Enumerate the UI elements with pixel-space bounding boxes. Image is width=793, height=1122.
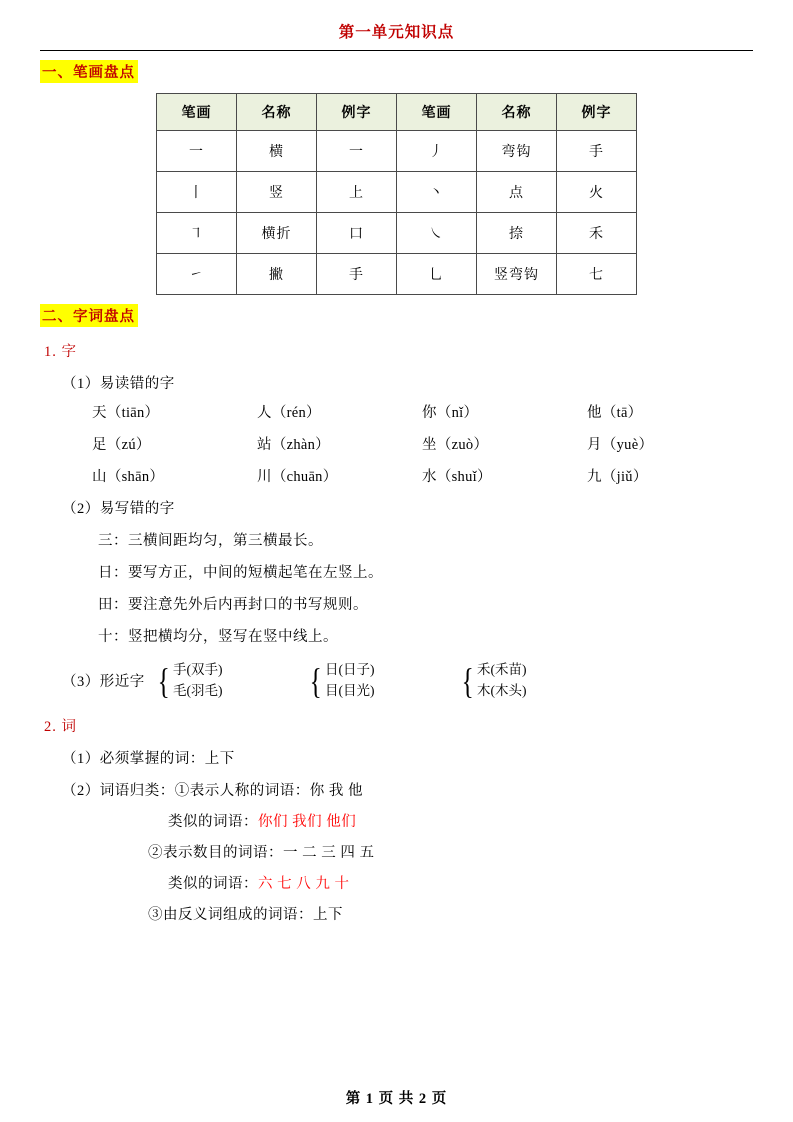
section-heading-strokes: 一、笔画盘点: [40, 60, 138, 83]
table-cell: 弯钩: [477, 131, 557, 172]
table-cell: 竖弯钩: [477, 254, 557, 295]
table-cell: 禾: [557, 213, 637, 254]
pinyin: （tiān）: [106, 405, 160, 421]
column-header: 笔画: [397, 94, 477, 131]
character: 川: [257, 469, 272, 485]
table-cell: 火: [557, 172, 637, 213]
table-cell: 口: [317, 213, 397, 254]
brace-icon: {: [461, 660, 474, 701]
stroke-table-head: [157, 94, 637, 131]
subsection-characters: 1. 字: [44, 344, 77, 360]
pinyin: （chuān）: [271, 469, 338, 485]
must-master-words: （1）必须掌握的词：上下: [62, 750, 235, 767]
pinyin: （rén）: [271, 405, 321, 421]
list-item: 日：要写方正，中间的短横起笔在左竖上。: [98, 565, 383, 581]
pair-bottom: 目(目光): [325, 682, 375, 698]
pinyin-entry: [422, 465, 587, 486]
character: 月: [587, 437, 602, 453]
pinyin: （nǐ）: [436, 405, 479, 421]
pinyin-row: [92, 433, 752, 454]
table-cell: 一: [157, 131, 237, 172]
pair-top: 手(双手): [173, 662, 223, 677]
table-cell: 七: [557, 254, 637, 295]
character-pair: [325, 660, 375, 702]
pinyin: （yuè）: [601, 437, 654, 453]
page-footer: 第 1 页 共 2 页: [345, 1091, 448, 1107]
similar-words-value: 你们 我们 他们: [258, 813, 357, 830]
antonym-words: ③由反义词组成的词语：上下: [148, 906, 343, 923]
stroke-table-body: [157, 131, 637, 295]
character: 山: [92, 469, 107, 485]
writing-tips-list: [40, 529, 753, 646]
pinyin-entry: [92, 465, 257, 486]
character: 水: [422, 469, 437, 485]
item-misread-characters-label: （1）易读错的字: [62, 376, 175, 392]
column-header: 名称: [477, 94, 557, 131]
table-cell: 丨: [157, 172, 237, 213]
item-miswritten-characters-label: （2）易写错的字: [62, 501, 175, 517]
pinyin-entry: [92, 433, 257, 454]
stroke-table: [156, 93, 637, 295]
table-cell: ㇕: [157, 213, 237, 254]
character: 坐: [422, 437, 437, 453]
pinyin: （shuǐ）: [436, 469, 492, 485]
similar-characters-group: [307, 660, 459, 702]
pinyin-row: [92, 401, 752, 422]
list-item: 十：竖把横均分，竖写在竖中线上。: [98, 629, 338, 645]
pair-bottom: 毛(羽毛): [173, 682, 223, 698]
table-row: [157, 213, 637, 254]
pinyin-entry: [587, 433, 752, 454]
number-words: ②表示数目的词语：一 二 三 四 五: [148, 844, 375, 861]
table-cell: 丶: [397, 172, 477, 213]
similar-characters-group: [459, 660, 611, 702]
table-cell: 捺: [477, 213, 557, 254]
word-classification: （2）词语归类：①表示人称的词语：你 我 他: [62, 782, 363, 799]
pinyin: （zú）: [106, 437, 151, 453]
pinyin: （tā）: [601, 405, 643, 421]
character: 人: [257, 405, 272, 421]
similar-words-numbers: [168, 872, 753, 893]
pinyin-entry: [587, 401, 752, 422]
table-cell: 手: [317, 254, 397, 295]
pinyin-entry: [257, 401, 422, 422]
pinyin-entry: [257, 433, 422, 454]
character: 站: [257, 437, 272, 453]
pinyin-row: [92, 465, 752, 486]
column-header: 例字: [317, 94, 397, 131]
list-item: 三：三横间距均匀，第三横最长。: [98, 533, 323, 549]
list-item: 田：要注意先外后内再封口的书写规则。: [98, 597, 368, 613]
table-cell: 竖: [237, 172, 317, 213]
character: 天: [92, 405, 107, 421]
pair-top: 日(日子): [325, 662, 375, 677]
title-divider: [40, 50, 753, 51]
character-pair: [477, 660, 527, 702]
table-cell: 乚: [397, 254, 477, 295]
pinyin-grid: [92, 401, 752, 486]
similar-characters-group: [155, 660, 307, 702]
pinyin: （shān）: [106, 469, 165, 485]
page-title: 第一单元知识点: [338, 24, 455, 41]
table-cell: 手: [557, 131, 637, 172]
column-header: 名称: [237, 94, 317, 131]
table-cell: ㇏: [397, 213, 477, 254]
table-cell: 横折: [237, 213, 317, 254]
similar-characters-block: [62, 660, 753, 702]
similar-words-label: 类似的词语：: [168, 813, 258, 830]
table-header-row: [157, 94, 637, 131]
pinyin: （jiǔ）: [601, 469, 648, 485]
table-row: [157, 172, 637, 213]
section-heading-words: 二、字词盘点: [40, 304, 138, 327]
similar-words-label: 类似的词语：: [168, 875, 258, 892]
table-cell: 丿: [397, 131, 477, 172]
pinyin-entry: [257, 465, 422, 486]
character: 他: [587, 405, 602, 421]
character: 你: [422, 405, 437, 421]
table-row: [157, 254, 637, 295]
character: 九: [587, 469, 602, 485]
brace-icon: {: [157, 660, 170, 701]
pinyin-entry: [422, 401, 587, 422]
item-similar-characters-label: （3）形近字: [62, 674, 145, 691]
pinyin: （zhàn）: [271, 437, 330, 453]
pinyin-entry: [587, 465, 752, 486]
pinyin: （zuò）: [436, 437, 489, 453]
character-pair: [173, 660, 223, 702]
pair-bottom: 木(木头): [477, 682, 527, 698]
table-cell: 横: [237, 131, 317, 172]
table-cell: 撇: [237, 254, 317, 295]
column-header: 笔画: [157, 94, 237, 131]
brace-icon: {: [309, 660, 322, 701]
table-cell: 一: [317, 131, 397, 172]
table-cell: ㇀: [157, 254, 237, 295]
pinyin-entry: [92, 401, 257, 422]
character: 足: [92, 437, 107, 453]
table-cell: 上: [317, 172, 397, 213]
table-row: [157, 131, 637, 172]
similar-words-value: 六 七 八 九 十: [258, 875, 350, 892]
stroke-table-wrapper: [40, 93, 753, 295]
table-cell: 点: [477, 172, 557, 213]
pinyin-entry: [422, 433, 587, 454]
column-header: 例字: [557, 94, 637, 131]
pair-top: 禾(禾苗): [477, 662, 527, 677]
similar-characters-groups: [155, 660, 753, 702]
similar-words-pronouns: [168, 810, 753, 831]
subsection-words: 2. 词: [44, 718, 77, 735]
